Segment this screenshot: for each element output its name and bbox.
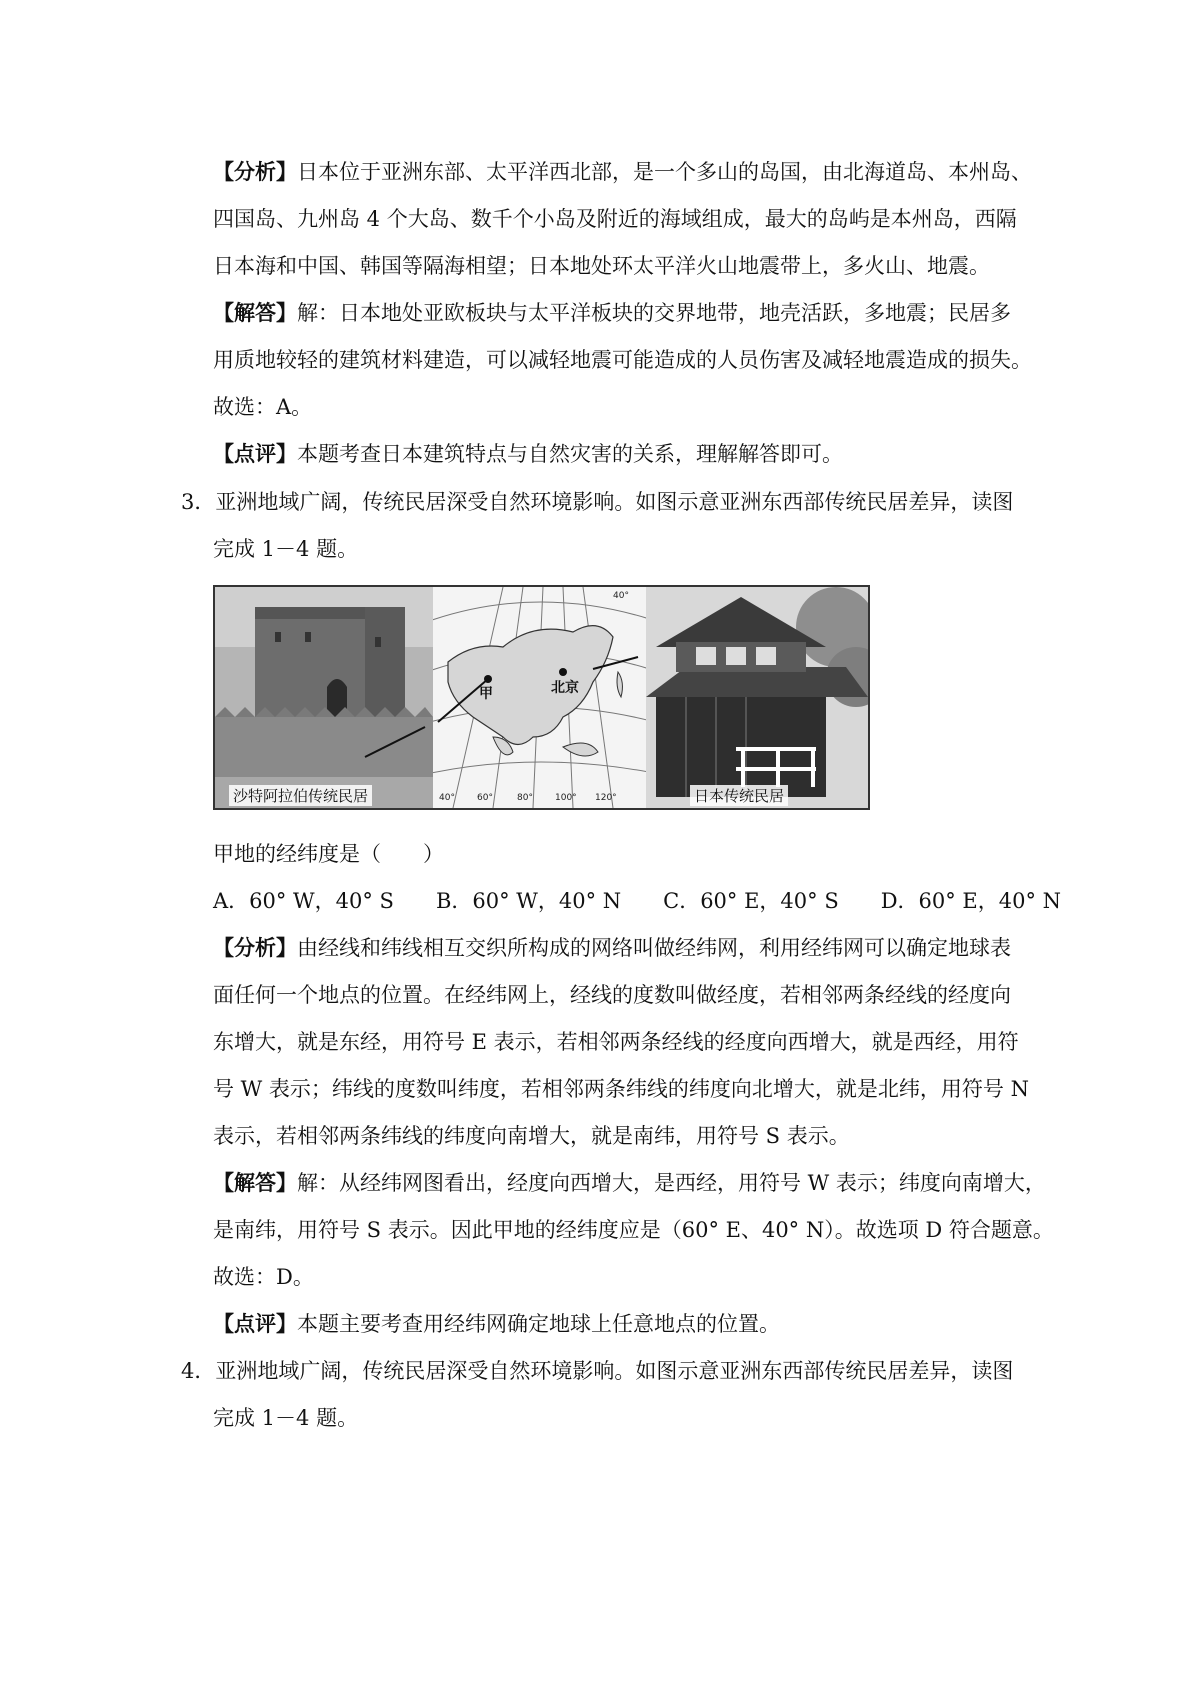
- q3-analysis-line-2: 面任何一个地点的位置。在经纬网上，经线的度数叫做经度，若相邻两条经线的经度向: [213, 983, 1011, 1007]
- lon-tick-120: 120°: [595, 793, 617, 803]
- q3-options: [213, 886, 1061, 916]
- lat-tick-40: 40°: [613, 591, 629, 601]
- lon-tick-60: 60°: [477, 793, 493, 803]
- analysis-tag: 【分析】: [213, 159, 297, 184]
- saudi-caption: 沙特阿拉伯传统民居: [229, 785, 372, 806]
- q3-stem-line-1: 3．亚洲地域广阔，传统民居深受自然环境影响。如图示意亚洲东西部传统民居差异，读图: [181, 490, 1014, 514]
- label-beijing: 北京: [551, 680, 579, 696]
- saudi-house-photo: [215, 587, 433, 808]
- asia-map-graticule: [433, 587, 646, 808]
- comment-tag: 【点评】: [213, 441, 297, 466]
- analysis-line-1: 【分析】日本位于亚洲东部、太平洋西北部，是一个多山的岛国，由北海道岛、本州岛、: [213, 159, 1032, 184]
- lon-tick-100: 100°: [555, 793, 577, 803]
- q3-answer-line-2: 是南纬，用符号 S 表示。因此甲地的经纬度应是（60° E、40° N）。故选项 D 符合题意。: [213, 1218, 1054, 1242]
- housing-figure: [213, 585, 870, 810]
- q3-question: 甲地的经纬度是（ ）: [213, 842, 444, 866]
- analysis-tag: 【分析】: [213, 935, 297, 960]
- q3-analysis-line-3: 东增大，就是东经，用符号 E 表示，若相邻两条经线的经度向西增大，就是西经，用符: [213, 1030, 1019, 1054]
- q3-comment-line: 【点评】本题主要考查用经纬网确定地球上任意地点的位置。: [213, 1311, 780, 1336]
- q3-answer-line-3: 故选：D。: [213, 1265, 314, 1289]
- q3-analysis-line-1: 【分析】由经线和纬线相互交织所构成的网络叫做经纬网，利用经纬网可以确定地球表: [213, 935, 1011, 960]
- asia-map: [433, 587, 646, 808]
- q4-stem-line-2: 完成 1－4 题。: [213, 1406, 359, 1430]
- option-a: A．60° W，40° S: [213, 889, 394, 913]
- option-b: B．60° W，40° N: [435, 889, 622, 913]
- lon-tick-80: 80°: [517, 793, 533, 803]
- japan-house-illustration: [646, 587, 868, 808]
- analysis-line-2: 四国岛、九州岛 4 个大岛、数千个小岛及附近的海域组成，最大的岛屿是本州岛，西隔: [213, 207, 1017, 231]
- answer-tag: 【解答】: [213, 1170, 297, 1195]
- q3-analysis-line-5: 表示，若相邻两条纬线的纬度向南增大，就是南纬，用符号 S 表示。: [213, 1124, 850, 1148]
- q3-analysis-line-4: 号 W 表示；纬线的度数叫纬度，若相邻两条纬线的纬度向北增大，就是北纬，用符号 N: [213, 1077, 1029, 1101]
- answer-tag: 【解答】: [213, 300, 297, 325]
- option-c: C．60° E，40° S: [663, 889, 839, 913]
- q3-answer-line-1: 【解答】解：从经纬网图看出，经度向西增大，是西经，用符号 W 表示；纬度向南增大，: [213, 1170, 1046, 1195]
- option-d: D．60° E，40° N: [880, 889, 1062, 913]
- answer-line-3: 故选：A。: [213, 395, 313, 419]
- answer-line-2: 用质地较轻的建筑材料建造，可以减轻地震可能造成的人员伤害及减轻地震造成的损失。: [213, 348, 1032, 372]
- answer-line-1: 【解答】解：日本地处亚欧板块与太平洋板块的交界地带，地壳活跃，多地震；民居多: [213, 300, 1011, 325]
- saudi-house-illustration: [215, 587, 433, 808]
- comment-tag: 【点评】: [213, 1311, 297, 1336]
- q3-stem-line-2: 完成 1－4 题。: [213, 537, 359, 561]
- analysis-line-3: 日本海和中国、韩国等隔海相望；日本地处环太平洋火山地震带上，多火山、地震。: [213, 254, 990, 278]
- japan-caption: 日本传统民居: [690, 785, 788, 806]
- lon-tick-40: 40°: [439, 793, 455, 803]
- q4-stem-line-1: 4．亚洲地域广阔，传统民居深受自然环境影响。如图示意亚洲东西部传统民居差异，读图: [181, 1359, 1014, 1383]
- comment-line: 【点评】本题考查日本建筑特点与自然灾害的关系，理解解答即可。: [213, 441, 843, 466]
- japan-house-photo: [646, 587, 868, 808]
- label-jia: 甲: [479, 686, 493, 702]
